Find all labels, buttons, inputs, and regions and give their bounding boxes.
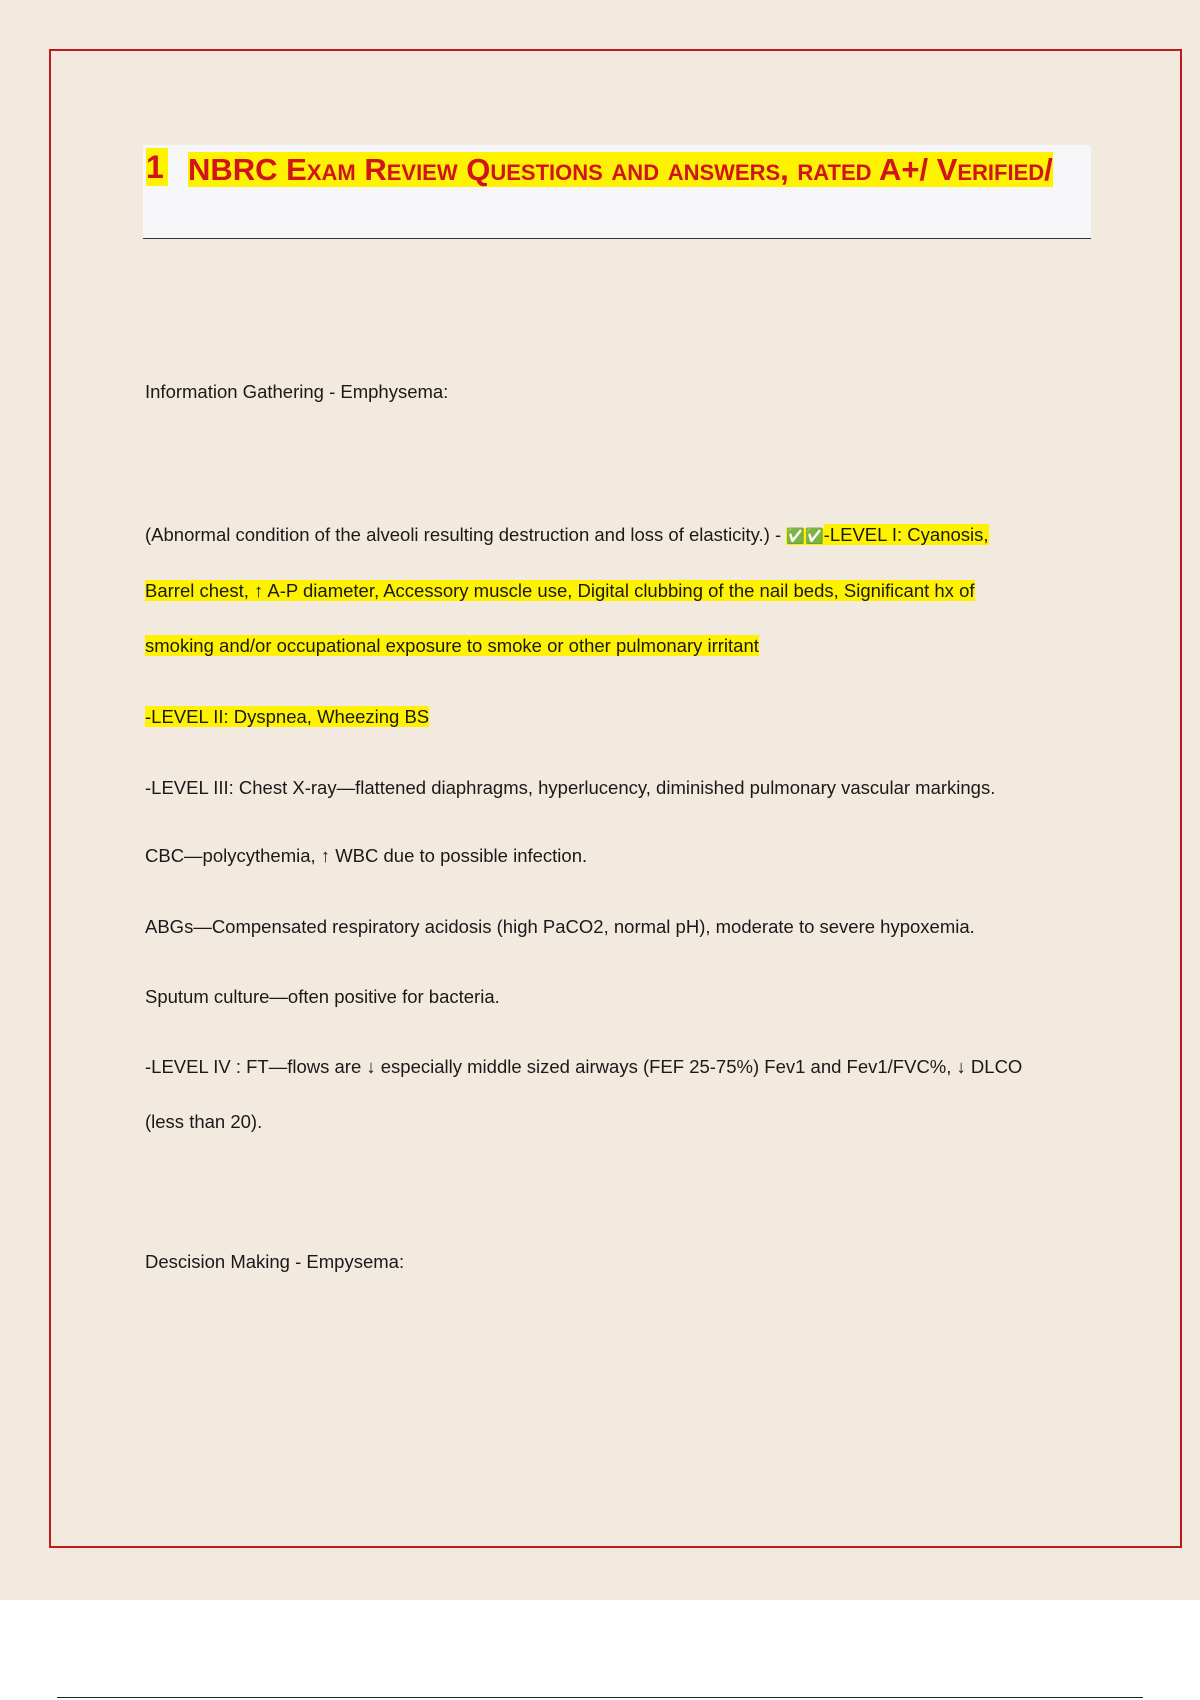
level-2-line (145, 706, 429, 728)
level-4-line-2: (less than 20). (145, 1111, 263, 1132)
paragraph-prefix: (Abnormal condition of the alveoli resulting destruction and loss of elasticity.) - (145, 524, 787, 545)
paragraph-line-3 (145, 635, 759, 657)
level-2-highlight: -LEVEL II: Dyspnea, Wheezing BS (145, 706, 430, 727)
paragraph-line-1 (145, 524, 989, 546)
level-1-highlight-line-3: smoking and/or occupational exposure to smoke or other pulmonary irritant (145, 635, 759, 656)
abgs-line: ABGs—Compensated respiratory acidosis (high PaCO2, normal pH), moderate to severe hypoxemia. (145, 916, 975, 937)
section-heading-information-gathering: Information Gathering - Emphysema: (145, 381, 449, 402)
level-1-highlight-line-2: Barrel chest, ↑ A-P diameter, Accessory muscle use, Digital clubbing of the nail beds, Significant hx of (145, 580, 975, 601)
level-4-line-1: -LEVEL IV : FT—flows are ↓ especially middle sized airways (FEF 25-75%) Fev1 and Fev1/FVC%, ↓ DLCO (145, 1056, 1023, 1077)
section-heading-decision-making: Descision Making - Empysema: (145, 1251, 405, 1272)
cbc-line: CBC—polycythemia, ↑ WBC due to possible infection. (145, 845, 588, 866)
checkmark-icons: ✅✅ (786, 528, 824, 545)
document-title-text: NBRC Exam Review Questions and answers, rated A+/ Verified/ (188, 152, 1053, 187)
title-number: 1 (146, 148, 168, 186)
document-title (188, 148, 1068, 192)
level-3-line: -LEVEL III: Chest X-ray—flattened diaphragms, hyperlucency, diminished pulmonary vascular markings. (145, 777, 996, 798)
paragraph-line-2 (145, 580, 975, 602)
footer-rule (57, 1697, 1143, 1698)
level-1-highlight: -LEVEL I: Cyanosis, (823, 524, 989, 545)
sputum-line: Sputum culture—often positive for bacteria. (145, 986, 500, 1007)
